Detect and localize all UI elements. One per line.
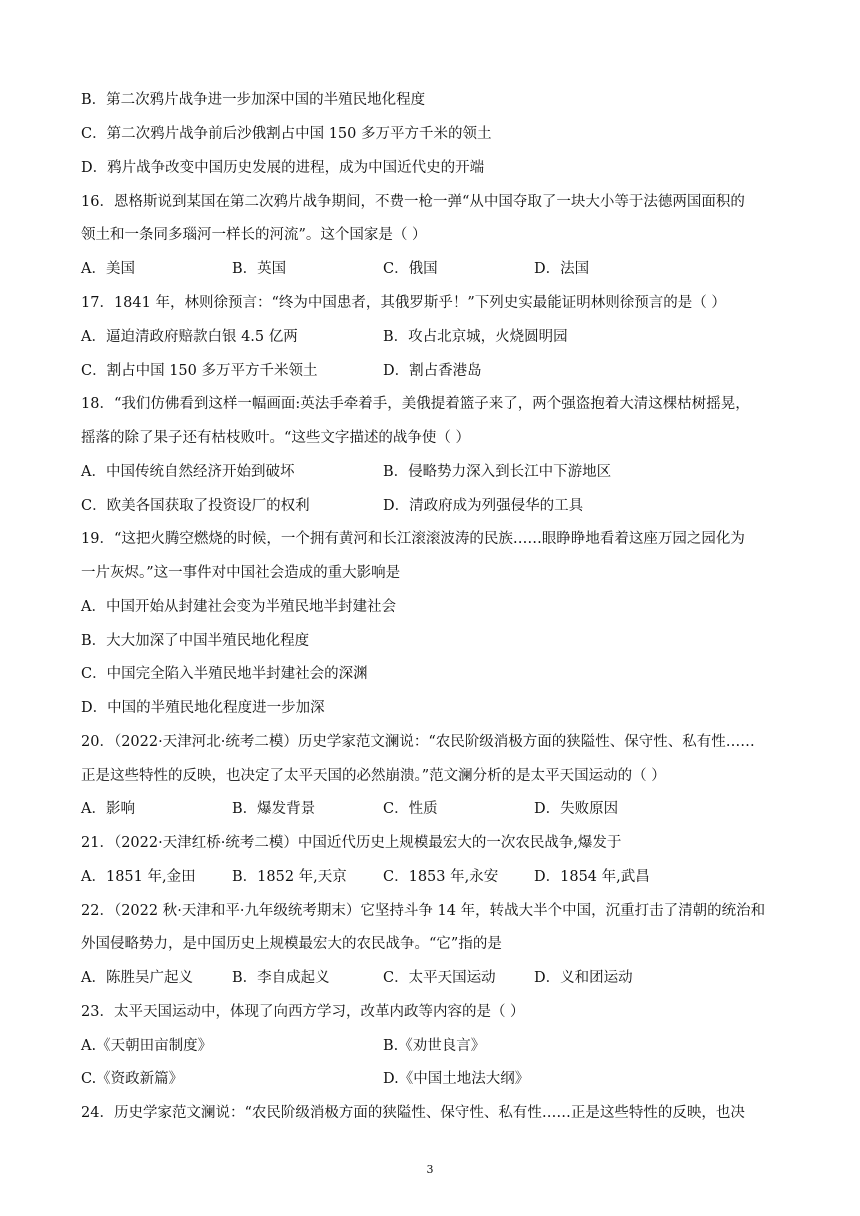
question-19-text: 19．“这把火腾空燃烧的时候，一个拥有黄河和长江滚滚波涛的民族……眼睁睁地看着这座万园之园化为	[81, 531, 745, 547]
question-22-option-d: D．义和团运动	[534, 970, 633, 986]
question-23-option-b: B.《劝世良言》	[383, 1038, 486, 1054]
question-20-text-cont: 正是这些特性的反映，也决定了太平天国的必然崩溃。”范文澜分析的是太平天国运动的（ ）	[81, 768, 666, 784]
question-20-option-b: B．爆发背景	[232, 801, 316, 817]
question-22-option-a: A．陈胜吴广起义	[81, 970, 193, 986]
question-18-option-a: A．中国传统自然经济开始到破坏	[81, 464, 295, 480]
question-20-option-c: C．性质	[383, 801, 438, 817]
question-17-text: 17．1841 年，林则徐预言：“终为中国患者，其俄罗斯乎！”下列史实最能证明林则徐预言的是（ ）	[81, 295, 726, 311]
question-16-text-cont: 领土和一条同多瑙河一样长的河流”。这个国家是（ ）	[81, 227, 427, 243]
question-19-option-a: A．中国开始从封建社会变为半殖民地半封建社会	[81, 599, 396, 615]
question-22-text: 22．（2022 秋·天津和平·九年级统考期末）它坚持斗争 14 年，转战大半个中国，沉重打击了清朝的统治和	[81, 903, 766, 919]
question-18-option-b: B．侵略势力深入到长江中下游地区	[383, 464, 612, 480]
question-18-option-c: C．欧美各国获取了投资设厂的权利	[81, 498, 310, 514]
question-22-option-c: C．太平天国运动	[383, 970, 496, 986]
page-number: 3	[426, 1163, 434, 1176]
question-17-option-c: C．割占中国 150 多万平方千米领土	[81, 363, 318, 379]
question-19-text-cont: 一片灰烬。”这一事件对中国社会造成的重大影响是	[81, 565, 401, 581]
option-line-c: C．第二次鸦片战争前后沙俄割占中国 150 多万平方千米的领土	[81, 126, 492, 142]
question-19-option-c: C．中国完全陷入半殖民地半封建社会的深渊	[81, 666, 368, 682]
question-18-option-d: D．清政府成为列强侵华的工具	[383, 498, 584, 514]
question-17-option-b: B．攻占北京城，火烧圆明园	[383, 329, 568, 345]
question-21-option-b: B．1852 年,天京	[232, 869, 347, 885]
question-16-text: 16．恩格斯说到某国在第二次鸦片战争期间，不费一枪一弹“从中国夺取了一块大小等于法德两国面积的	[81, 194, 745, 210]
question-21-option-d: D．1854 年,武昌	[534, 869, 650, 885]
question-23-option-a: A.《天朝田亩制度》	[81, 1038, 213, 1054]
option-line-b: B．第二次鸦片战争进一步加深中国的半殖民地化程度	[81, 92, 426, 108]
question-23-option-c: C.《资政新篇》	[81, 1071, 184, 1087]
question-19-option-d: D．中国的半殖民地化程度进一步加深	[81, 700, 325, 716]
question-18-text-cont: 摇落的除了果子还有枯枝败叶。“这些文字描述的战争使（ ）	[81, 430, 471, 446]
question-23-option-d: D.《中国土地法大纲》	[383, 1071, 530, 1087]
question-16-option-d: D．法国	[534, 261, 590, 277]
question-21-option-c: C．1853 年,永安	[383, 869, 499, 885]
question-19-option-b: B．大大加深了中国半殖民地化程度	[81, 633, 310, 649]
question-24-text: 24．历史学家范文澜说：“农民阶级消极方面的狭隘性、保守性、私有性……正是这些特性的反映，也决	[81, 1105, 745, 1121]
question-18-text: 18．“我们仿佛看到这样一幅画面:英法手牵着手，美俄提着篮子来了，两个强盗抱着大清这棵枯树摇晃，	[81, 396, 750, 412]
option-line-d: D．鸦片战争改变中国历史发展的进程，成为中国近代史的开端	[81, 160, 485, 176]
question-20-option-a: A．影响	[81, 801, 135, 817]
question-23-text: 23．太平天国运动中，体现了向西方学习，改革内政等内容的是（ ）	[81, 1004, 525, 1020]
question-21-text: 21．（2022·天津红桥·统考二模）中国近代历史上规模最宏大的一次农民战争,爆发于	[81, 835, 622, 851]
question-20-option-d: D．失败原因	[534, 801, 619, 817]
question-16-option-c: C．俄国	[383, 261, 438, 277]
question-22-option-b: B．李自成起义	[232, 970, 330, 986]
question-16-option-b: B．英国	[232, 261, 287, 277]
question-20-text: 20．（2022·天津河北·统考二模）历史学家范文澜说：“农民阶级消极方面的狭隘性、保守性、私有性……	[81, 734, 755, 750]
question-17-option-d: D．割占香港岛	[383, 363, 482, 379]
question-21-option-a: A．1851 年,金田	[81, 869, 196, 885]
question-17-option-a: A．逼迫清政府赔款白银 4.5 亿两	[81, 329, 298, 345]
question-16-option-a: A．美国	[81, 261, 135, 277]
question-22-text-cont: 外国侵略势力，是中国历史上规模最宏大的农民战争。“它”指的是	[81, 936, 502, 952]
